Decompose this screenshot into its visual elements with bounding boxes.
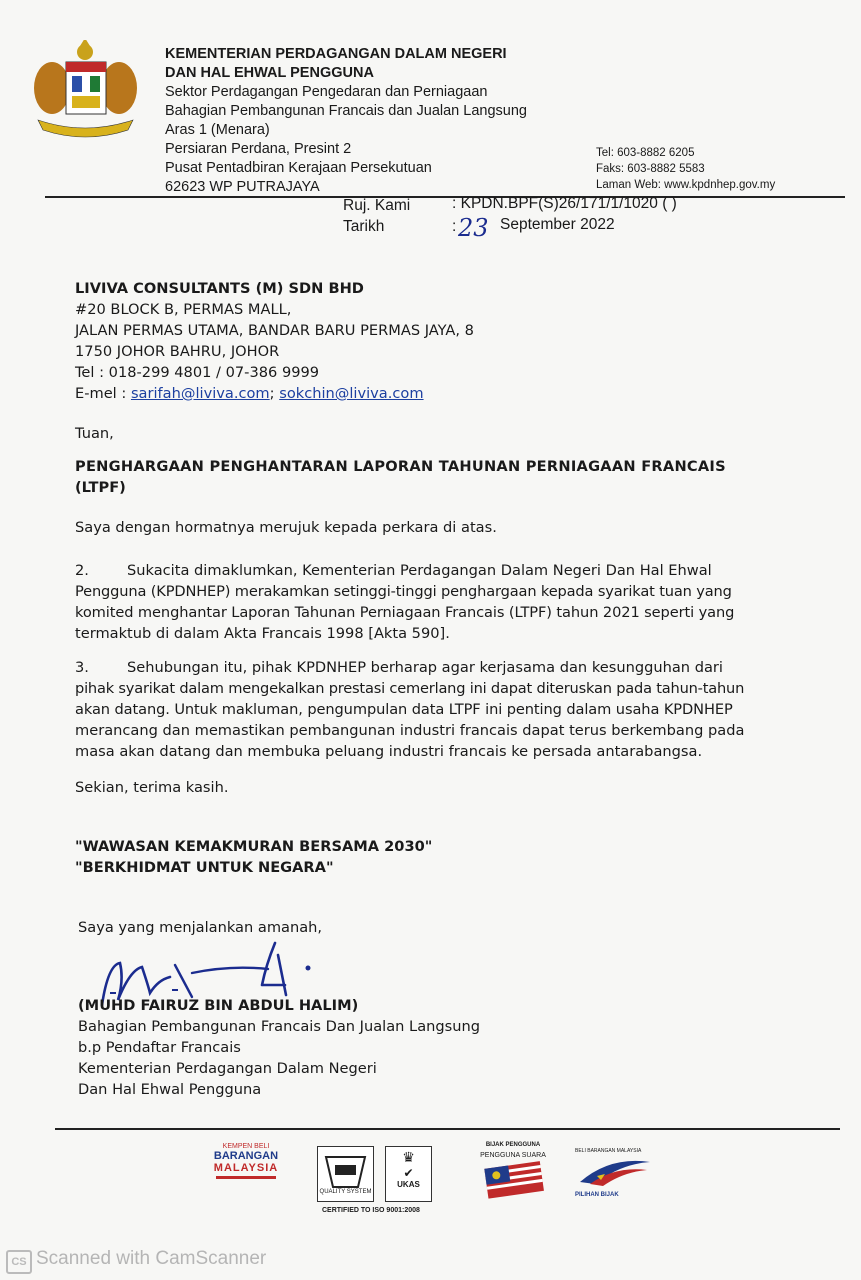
date-colon: : bbox=[452, 218, 457, 235]
address-line: Persiaran Perdana, Presint 2 bbox=[165, 141, 352, 157]
logo-text: BELI BARANGAN MALAYSIA bbox=[575, 1148, 642, 1154]
header-divider bbox=[45, 196, 845, 198]
logo-ukas bbox=[385, 1146, 432, 1202]
subject bbox=[75, 456, 765, 498]
recipient-address: #20 BLOCK B, PERMAS MALL, bbox=[75, 301, 292, 318]
recipient-email-row bbox=[75, 383, 474, 404]
logo-pengguna-suara bbox=[468, 1142, 558, 1210]
ref-value: : KPDN.BPF(S)26/171/1/1020 ( ) bbox=[452, 195, 677, 212]
contact-web: Laman Web: www.kpdnhep.gov.my bbox=[596, 179, 776, 191]
camscanner-logo-icon: CS bbox=[6, 1250, 32, 1274]
paragraph-line bbox=[75, 560, 765, 581]
logo-text: BIJAK PENGGUNA bbox=[485, 1142, 541, 1148]
coat-of-arms-logo bbox=[28, 40, 143, 140]
date-rest: September 2022 bbox=[500, 216, 615, 233]
sign-intro: Saya yang menjalankan amanah, bbox=[78, 919, 323, 936]
ministry-name-line1: KEMENTERIAN PERDAGANGAN DALAM NEGERI bbox=[165, 46, 507, 62]
paragraph-2 bbox=[75, 560, 765, 644]
address-line: Bahagian Pembangunan Francais dan Jualan Langsung bbox=[165, 103, 527, 119]
address-line: Sektor Perdagangan Pengedaran dan Perniagaan bbox=[165, 84, 488, 100]
footer-divider bbox=[55, 1128, 840, 1130]
paragraph-text: Sehubungan itu, pihak KPDNHEP berharap agar kerjasama dan kesungguhan dari bbox=[127, 659, 723, 676]
recipient-name: LIVIVA CONSULTANTS (M) SDN BHD bbox=[75, 280, 364, 297]
address-line: Aras 1 (Menara) bbox=[165, 122, 270, 138]
signatory-title: b.p Pendaftar Francais bbox=[78, 1039, 241, 1056]
paragraph-1: Saya dengan hormatnya merujuk kepada perkara di atas. bbox=[75, 519, 497, 536]
subject-line: (LTPF) bbox=[75, 479, 126, 496]
email-separator: ; bbox=[269, 385, 275, 402]
check-icon: ✔ bbox=[403, 1166, 414, 1180]
subject-line: PENGHARGAAN PENGHANTARAN LAPORAN TAHUNAN PERNIAGAAN FRANCAIS bbox=[75, 458, 726, 475]
paragraph-text: Sukacita dimaklumkan, Kementerian Perdagangan Dalam Negeri Dan Hal Ehwal bbox=[127, 562, 712, 579]
paragraph-line: pihak syarikat dalam mengekalkan prestasi cemerlang ini dapat diteruskan pada tahun-tahun bbox=[75, 680, 745, 697]
contact-fax: Faks: 603-8882 5583 bbox=[596, 163, 705, 175]
signatory-name: (MUHD FAIRUZ BIN ABDUL HALIM) bbox=[78, 997, 359, 1014]
swoosh-icon bbox=[575, 1154, 655, 1188]
email-link[interactable]: sarifah@liviva.com bbox=[130, 385, 270, 402]
contact-tel: Tel: 603-8882 6205 bbox=[596, 147, 695, 159]
logo-bar bbox=[216, 1176, 276, 1179]
email-link[interactable]: sokchin@liviva.com bbox=[279, 385, 424, 402]
logo-text: QUALITY SYSTEM bbox=[319, 1189, 372, 1195]
date-label: Tarikh bbox=[343, 218, 385, 235]
signatory-title: Bahagian Pembangunan Francais Dan Jualan Langsung bbox=[78, 1018, 481, 1035]
address-line: Pusat Pentadbiran Kerajaan Persekutuan bbox=[165, 160, 432, 176]
logo-quality-system bbox=[317, 1146, 374, 1202]
motto-line: "BERKHIDMAT UNTUK NEGARA" bbox=[75, 859, 334, 876]
date-day-handwritten: 23 bbox=[458, 214, 489, 242]
iso-caption: CERTIFIED TO ISO 9001:2008 bbox=[322, 1207, 420, 1214]
logo-text: PENGGUNA SUARA bbox=[480, 1152, 546, 1159]
camscanner-watermark: Scanned with CamScanner bbox=[36, 1248, 267, 1269]
ref-label: Ruj. Kami bbox=[343, 197, 411, 214]
malaysia-flag-icon bbox=[468, 1159, 558, 1199]
paragraph-line: Pengguna (KPDNHEP) merakamkan setinggi-tinggi penghargaan kepada syarikat tuan yang bbox=[75, 583, 732, 600]
recipient-tel: Tel : 018-299 4801 / 07-386 9999 bbox=[75, 364, 320, 381]
logo-text: PILIHAN BIJAK bbox=[575, 1192, 619, 1198]
email-label: E-mel : bbox=[75, 385, 127, 402]
paragraph-line: akan datang. Untuk makluman, pengumpulan data LTPF ini penting dalam usaha KPDNHEP bbox=[75, 701, 733, 718]
signatory-title: Dan Hal Ehwal Pengguna bbox=[78, 1081, 262, 1098]
signatory-title: Kementerian Perdagangan Dalam Negeri bbox=[78, 1060, 377, 1077]
paragraph-line: termaktub di dalam Akta Francais 1998 [Akta 590]. bbox=[75, 625, 450, 642]
logo-beli-barangan-pilihan-bijak bbox=[575, 1148, 655, 1208]
ministry-name-line2: DAN HAL EHWAL PENGGUNA bbox=[165, 65, 374, 81]
paragraph-3 bbox=[75, 657, 765, 762]
recipient-address: 1750 JOHOR BAHRU, JOHOR bbox=[75, 343, 280, 360]
paragraph-number: 2. bbox=[75, 562, 89, 579]
logo-text: KEMPEN BELI bbox=[222, 1143, 270, 1150]
paragraph-line bbox=[75, 657, 765, 678]
logo-text: UKAS bbox=[397, 1180, 420, 1189]
closing: Sekian, terima kasih. bbox=[75, 779, 229, 796]
address-line: 62623 WP PUTRAJAYA bbox=[165, 179, 320, 195]
paragraph-line: komited menghantar Laporan Tahunan Perniagaan Francais (LTPF) tahun 2021 seperti yang bbox=[75, 604, 735, 621]
paragraph-number: 3. bbox=[75, 659, 89, 676]
crown-icon: ♛ bbox=[402, 1150, 415, 1166]
recipient-address: JALAN PERMAS UTAMA, BANDAR BARU PERMAS JAYA, 8 bbox=[75, 322, 474, 339]
paragraph-line: merancang dan memastikan pembangunan industri francais dapat terus berkembang pada bbox=[75, 722, 745, 739]
logo-text: MALAYSIA bbox=[213, 1162, 279, 1174]
salutation: Tuan, bbox=[75, 425, 114, 442]
motto-line: "WAWASAN KEMAKMURAN BERSAMA 2030" bbox=[75, 838, 433, 855]
logo-text: BARANGAN bbox=[213, 1150, 279, 1162]
logo-beli-barangan-malaysia bbox=[206, 1143, 286, 1203]
paragraph-line: masa akan datang dan membuka peluang industri francais ke persada antarabangsa. bbox=[75, 743, 703, 760]
